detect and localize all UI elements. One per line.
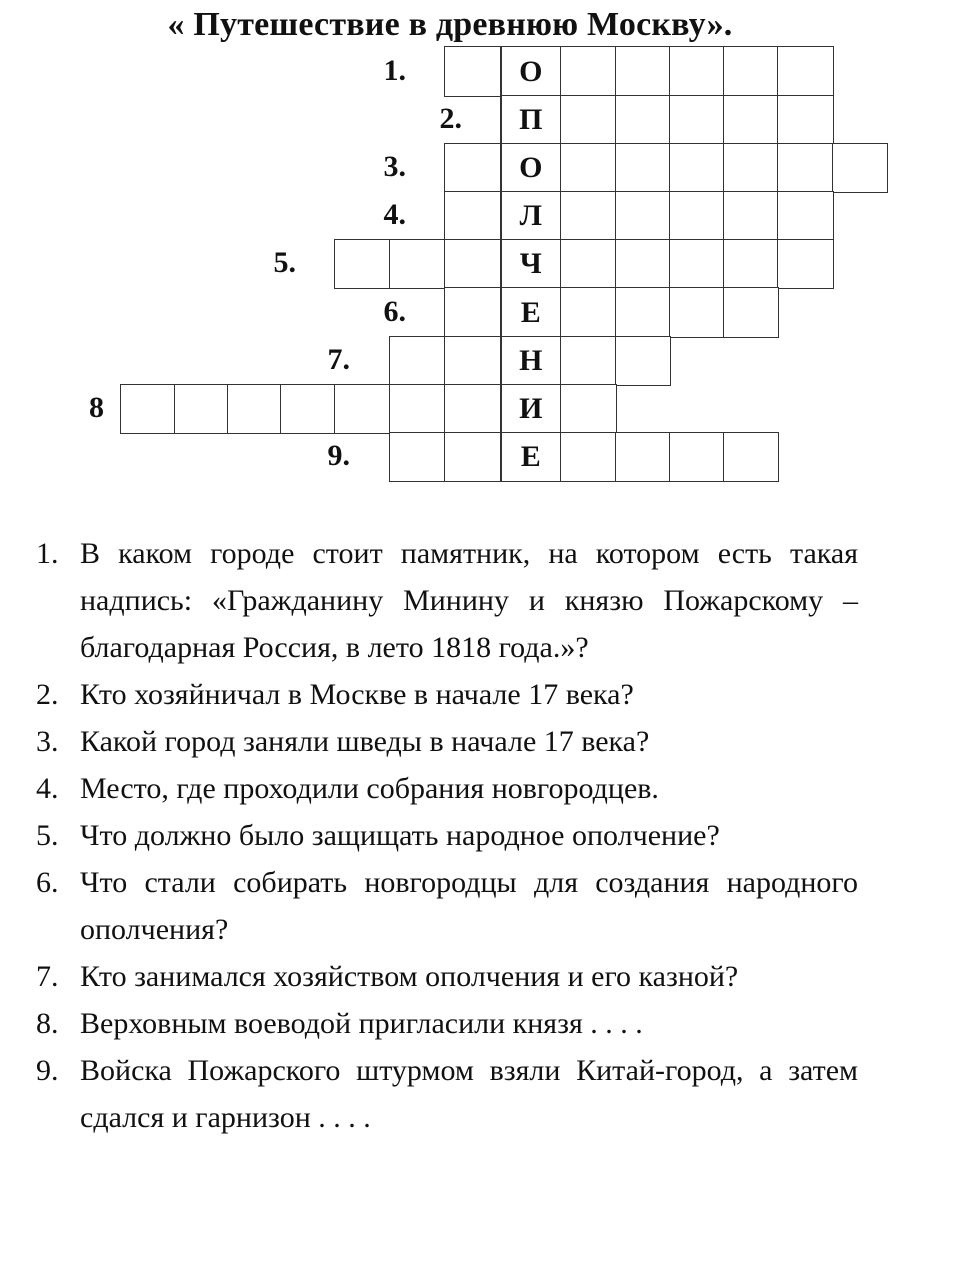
- crossword-cell[interactable]: [615, 287, 671, 338]
- crossword-key-cell: [500, 287, 562, 338]
- crossword-cell[interactable]: [723, 46, 779, 97]
- crossword-cell[interactable]: [615, 336, 671, 386]
- crossword-cell[interactable]: [615, 239, 671, 289]
- crossword-cell[interactable]: [669, 46, 725, 97]
- question-text: В каком городе стоит памятник, на котором есть такая надпись: «Гражданину Минину и князю Пожарскому – благодарная Россия, в лето 1818 года.»?: [80, 537, 858, 664]
- crossword-cell[interactable]: [615, 191, 671, 241]
- crossword-cell[interactable]: [560, 432, 617, 482]
- crossword-key-cell: [500, 336, 562, 386]
- question-number: 3.: [36, 725, 59, 758]
- crossword-row-number: 2.: [439, 102, 462, 135]
- question-number: 1.: [36, 537, 59, 570]
- crossword-cell[interactable]: [444, 336, 502, 386]
- question-item-9: [36, 1047, 858, 1141]
- crossword-cell[interactable]: [723, 143, 779, 193]
- question-number: 5.: [36, 819, 59, 852]
- crossword-cell[interactable]: [669, 95, 725, 145]
- crossword-cell[interactable]: [615, 432, 671, 482]
- crossword-cell[interactable]: [669, 143, 725, 193]
- crossword-cell[interactable]: [669, 239, 725, 289]
- crossword-cell[interactable]: [174, 384, 229, 434]
- crossword-cell[interactable]: [723, 287, 779, 338]
- crossword-key-cell: [500, 384, 562, 434]
- page-title: « Путешествие в древнюю Москву».: [167, 6, 733, 43]
- question-text: Верховным воеводой пригласили князя . . . .: [80, 1007, 643, 1040]
- question-text: Что стали собирать новгородцы для создания народного ополчения?: [80, 866, 858, 946]
- crossword-cell[interactable]: [832, 143, 888, 193]
- crossword-cell[interactable]: [777, 239, 834, 289]
- crossword-key-letter: П: [519, 103, 543, 136]
- crossword-key-letter: И: [519, 392, 543, 425]
- crossword-cell[interactable]: [560, 287, 617, 338]
- crossword-cell[interactable]: [615, 143, 671, 193]
- crossword-cell[interactable]: [560, 336, 617, 386]
- crossword-cell[interactable]: [777, 46, 834, 97]
- crossword-cell[interactable]: [280, 384, 336, 434]
- crossword-cell[interactable]: [723, 239, 779, 289]
- crossword-cell[interactable]: [615, 95, 671, 145]
- crossword-cell[interactable]: [444, 239, 502, 289]
- question-number: 7.: [36, 960, 59, 993]
- crossword-row-number: 7.: [327, 343, 350, 376]
- crossword-cell[interactable]: [777, 143, 834, 193]
- question-item-3: [36, 718, 858, 765]
- question-text: Место, где проходили собрания новгородцев.: [80, 772, 659, 805]
- crossword-cell[interactable]: [389, 432, 446, 482]
- crossword-row-number: 9.: [327, 439, 350, 472]
- crossword-cell[interactable]: [560, 239, 617, 289]
- question-text: Кто занимался хозяйством ополчения и его казной?: [80, 960, 739, 993]
- crossword-cell[interactable]: [777, 191, 834, 241]
- question-text: Кто хозяйничал в Москве в начале 17 века?: [80, 678, 634, 711]
- crossword-row-number: 1.: [383, 54, 406, 87]
- crossword-cell[interactable]: [560, 143, 617, 193]
- crossword-cell[interactable]: [444, 287, 502, 338]
- crossword-key-cell: [500, 432, 562, 482]
- crossword-key-cell: [500, 143, 562, 193]
- crossword-cell[interactable]: [389, 336, 446, 386]
- question-item-5: [36, 812, 858, 859]
- crossword-cell[interactable]: [389, 239, 446, 289]
- crossword-cell[interactable]: [560, 46, 617, 97]
- crossword-key-letter: О: [519, 151, 543, 184]
- crossword-cell[interactable]: [560, 191, 617, 241]
- crossword-cell[interactable]: [615, 46, 671, 97]
- question-text: Войска Пожарского штурмом взяли Китай-город, а затем сдался и гарнизон . . . .: [80, 1054, 858, 1134]
- crossword-cell[interactable]: [120, 384, 176, 434]
- crossword-cell[interactable]: [669, 432, 725, 482]
- crossword-cell[interactable]: [444, 143, 502, 193]
- crossword-key-cell: [500, 239, 562, 289]
- crossword-cell[interactable]: [389, 384, 446, 434]
- crossword-cell[interactable]: [560, 95, 617, 145]
- crossword-grid: [0, 0, 959, 500]
- question-number: 4.: [36, 772, 59, 805]
- crossword-key-letter: О: [519, 55, 543, 88]
- crossword-row-number: 5.: [273, 246, 296, 279]
- crossword-cell[interactable]: [444, 46, 502, 97]
- question-number: 9.: [36, 1054, 59, 1087]
- question-item-4: [36, 765, 858, 812]
- crossword-cell[interactable]: [444, 432, 502, 482]
- crossword-cell[interactable]: [669, 191, 725, 241]
- crossword-cell[interactable]: [444, 191, 502, 241]
- crossword-row-number: 6.: [383, 295, 406, 328]
- question-number: 6.: [36, 866, 59, 899]
- crossword-cell[interactable]: [444, 384, 502, 434]
- crossword-cell[interactable]: [723, 191, 779, 241]
- crossword-key-letter: Ч: [519, 247, 542, 280]
- question-item-2: [36, 671, 858, 718]
- question-number: 2.: [36, 678, 59, 711]
- question-item-1: [36, 530, 858, 671]
- crossword-cell[interactable]: [227, 384, 282, 434]
- crossword-key-letter: Н: [519, 344, 543, 377]
- crossword-cell[interactable]: [560, 384, 617, 434]
- crossword-key-cell: [500, 95, 562, 145]
- crossword-key-cell: [500, 191, 562, 241]
- crossword-cell[interactable]: [334, 239, 391, 289]
- question-item-8: [36, 1000, 858, 1047]
- crossword-cell[interactable]: [334, 384, 391, 434]
- crossword-cell[interactable]: [723, 432, 779, 482]
- question-text: Что должно было защищать народное ополчение?: [80, 819, 720, 852]
- question-number: 8.: [36, 1007, 59, 1040]
- crossword-key-cell: [500, 46, 562, 97]
- crossword-row-number: 3.: [383, 150, 406, 183]
- crossword-key-letter: Е: [520, 440, 541, 473]
- question-list: [36, 530, 858, 1141]
- crossword-row-number: 8: [89, 391, 104, 424]
- crossword-cell[interactable]: [723, 95, 779, 145]
- crossword-key-letter: Л: [519, 199, 542, 232]
- crossword-key-letter: Е: [520, 296, 541, 329]
- question-item-6: [36, 859, 858, 953]
- crossword-cell[interactable]: [777, 95, 834, 145]
- question-text: Какой город заняли шведы в начале 17 века?: [80, 725, 650, 758]
- crossword-row-number: 4.: [383, 198, 406, 231]
- question-item-7: [36, 953, 858, 1000]
- crossword-cell[interactable]: [669, 287, 725, 338]
